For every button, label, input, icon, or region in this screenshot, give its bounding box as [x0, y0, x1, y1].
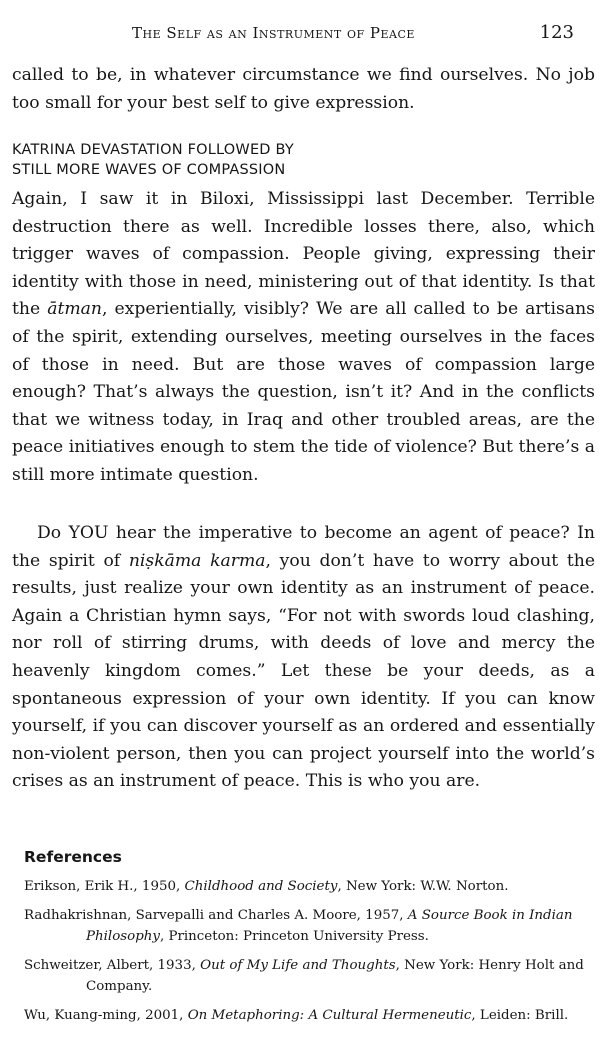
reference-entry-radhakrishnan — [24, 905, 590, 947]
reference-publisher: , Princeton: Princeton University Press. — [159, 929, 429, 944]
running-head — [0, 22, 600, 48]
term-atman: ātman — [47, 299, 102, 320]
reference-author: Wu, Kuang-ming, 2001, — [24, 1008, 188, 1023]
page-number: 123 — [539, 22, 574, 43]
section-heading-line-2: STILL MORE WAVES OF COMPASSION — [12, 162, 286, 178]
reference-entry-erikson — [24, 876, 590, 897]
paragraph-1 — [12, 186, 595, 490]
reference-publisher: , New York: W.W. Norton. — [337, 879, 509, 894]
running-title: The Self as an Instrument of Peace — [132, 24, 415, 42]
continued-paragraph: called to be, in whatever circumstance we find ourselves. No job too small for your best self to give expression. — [12, 65, 595, 113]
paragraph-2-text-b: , you don’t have to worry about the results, just realize your own identity as an instrument of peace. Again a Christian hymn says, “For not with swords loud clashing, nor roll of stirring drums, with deeds of love and mercy the heavenly kingdom comes.” Let these be your deeds, as a spontaneous expression of your own identity. If you can know yourself, if you can discover yourself as an ordered and essentially non-violent person, then you can project yourself into the world’s crises as an instrument of peace. This is who you are. — [12, 550, 596, 792]
section-heading-line-1: KATRINA DEVASTATION FOLLOWED BY — [12, 142, 294, 158]
reference-publisher: , New York: Henry Holt and Company. — [86, 958, 584, 994]
reference-publisher: , Leiden: Brill. — [471, 1008, 569, 1023]
reference-author: Radhakrishnan, Sarvepalli and Charles A. Moore, 1957, — [24, 908, 408, 923]
reference-title: A Source Book in Indian Philosophy — [86, 908, 573, 944]
reference-entry-wu — [24, 1005, 590, 1026]
paragraph-1-text-b: , experientially, visibly? We are all called to be artisans of the spirit, extending ourselves, meeting ourselves in the faces of those in need. But are those waves of compassion large enough? That’s always the question, isn’t it? And in the conflicts that we witness today, in Iraq and other troubled areas, are the peace initiatives enough to stem the tide of violence? But there’s a still more intimate question. — [12, 299, 595, 485]
reference-entry-schweitzer — [24, 955, 590, 997]
references-heading: References — [24, 848, 122, 866]
reference-author: Erikson, Erik H., 1950, — [24, 879, 185, 894]
paragraph-2-text-a: Do YOU hear the imperative to become an agent of peace? In the spirit of — [12, 523, 595, 571]
reference-author: Schweitzer, Albert, 1933, — [24, 958, 201, 973]
paragraph-1-text-a: Again, I saw it in Biloxi, Mississippi last December. Terrible destruction there as well. Incredible losses there, also, which trigger waves of compassion. People giving, expressing their identity with those in need, ministering out of that identity. Is that the — [12, 189, 595, 320]
term-niskama-karma: niṣkāma karma — [128, 550, 266, 571]
reference-title: Childhood and Society — [184, 879, 338, 894]
references-list — [24, 876, 590, 1034]
paragraph-2 — [12, 520, 595, 796]
reference-title: On Metaphoring: A Cultural Hermeneutic — [187, 1008, 472, 1023]
reference-title: Out of My Life and Thoughts — [200, 958, 396, 973]
section-heading — [12, 140, 294, 180]
